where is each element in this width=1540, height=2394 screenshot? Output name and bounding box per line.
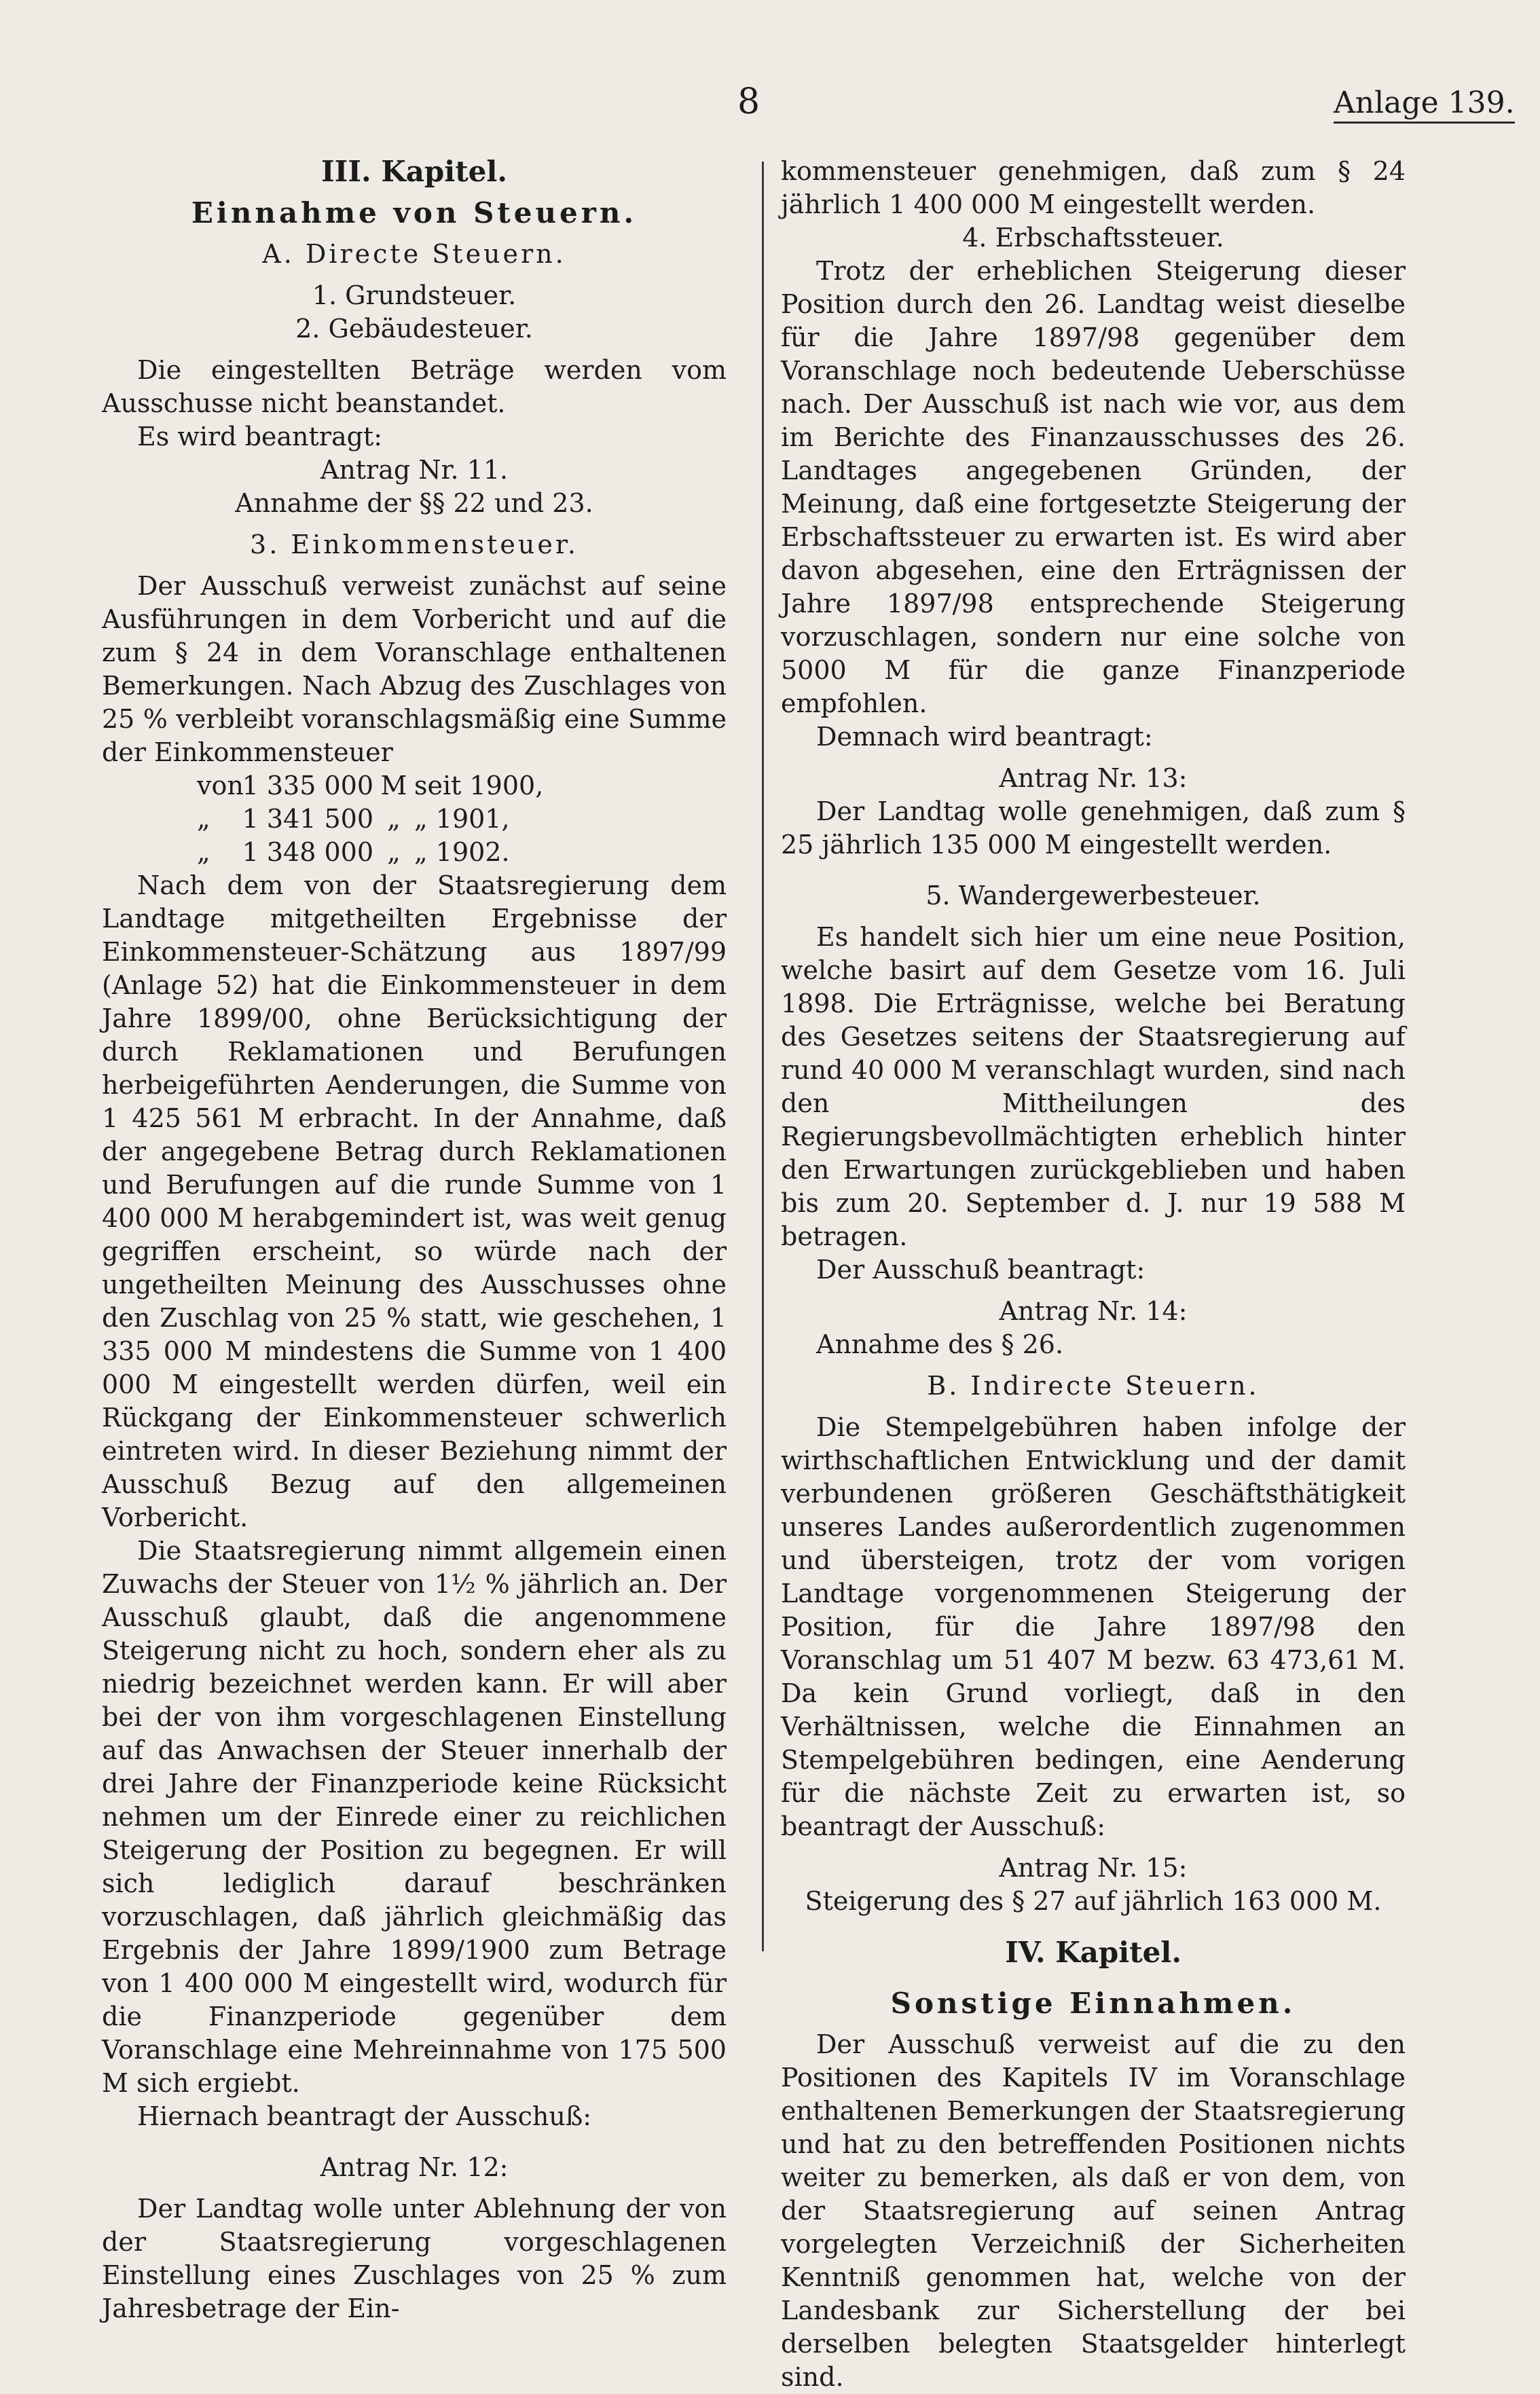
chapter-heading: IV. Kapitel. <box>1005 1936 1181 1969</box>
paragraph: Es handelt sich hier um eine neue Position, welche basirt auf dem Gesetze vom 16. Juli 1898. Die Erträgnisse, welche bei Beratung des Gesetzes seitens der Staatsregierung auf rund 40 000 M veranschlagt wurden, sind nach den Mittheilungen des Regierungsbevollmächtigten erheblich hinter den Erwartungen zurückgeblieben und haben bis zum 20. September d. J. nur 19 588 M betragen. <box>781 922 1406 1251</box>
paragraph: Annahme des § 26. <box>816 1329 1064 1359</box>
chapter-heading: III. Kapitel. <box>321 155 507 188</box>
paragraph: Hiernach beantragt der Ausschuß: <box>137 2101 592 2131</box>
amount-prefix: von <box>197 771 244 800</box>
amount-row <box>102 836 727 869</box>
subsection-heading-erbschaftssteuer: 4. Erbschaftssteuer. <box>962 223 1224 253</box>
motion-text-15: Steigerung des § 27 auf jährlich 163 000 M. <box>805 1886 1382 1916</box>
paragraph: Der Landtag wolle genehmigen, daß zum § 25 jährlich 135 000 M eingestellt werden. <box>781 796 1406 860</box>
annex-label: Anlage 139. <box>1334 86 1515 124</box>
left-column <box>102 155 727 2325</box>
page-number: 8 <box>737 81 760 122</box>
amount-value: 1 341 500 <box>242 804 373 834</box>
paragraph: Der Ausschuß verweist zunächst auf seine Ausführungen in dem Vorbericht und auf die zum § 24 in dem Voranschlage enthaltenen Bemerkungen. Nach Abzug des Zuschlages von 25 % verbleibt voranschlagsmäßig eine Summe der Einkommensteuer <box>102 571 727 767</box>
motion-number-11: Antrag Nr. 11. <box>320 455 509 485</box>
paragraph: Der Ausschuß beantragt: <box>816 1255 1145 1285</box>
paragraph: Nach dem von der Staatsregierung dem Landtage mitgetheilten Ergebnisse der Einkommensteuer-Schätzung aus 1897/99 (Anlage 52) hat die Einkommensteuer in dem Jahre 1899/00, ohne Berücksichtigung der durch Reklamationen und Berufungen herbeigeführten Aenderungen, die Summe von 1 425 561 M erbracht. In der Annahme, daß der angegebene Betrag durch Reklamationen und Berufungen auf die runde Summe von 1 400 000 M herabgemindert ist, was weit genug gegriffen erscheint, so würde nach der ungetheilten Meinung des Ausschusses ohne den Zuschlag von 25 % statt, wie geschehen, 1 335 000 M mindestens die Summe von 1 400 000 M eingestellt werden dürfen, weil ein Rückgang der Einkommensteuer schwerlich eintreten wird. In dieser Beziehung nimmt der Ausschuß Bezug auf den allgemeinen Vorbericht. <box>102 870 727 1532</box>
amount-period: „ 1902. <box>414 837 510 867</box>
paragraph: Demnach wird beantragt: <box>816 722 1153 752</box>
paragraph: Die Staatsregierung nimmt allgemein einen Zuwachs der Steuer von 1½ % jährlich an. Der Ausschuß glaubt, daß die angenommene Steigerung nicht zu hoch, sondern eher als zu niedrig bezeichnet werden kann. Er will aber bei der von ihm vorgeschlagenen Einstellung auf das Anwachsen der Steuer innerhalb der drei Jahre der Finanzperiode keine Rücksicht nehmen um der Einrede einer zu reichlichen Steigerung der Position zu begegnen. Er will sich lediglich darauf beschränken vorzuschlagen, daß jährlich gleichmäßig das Ergebnis der Jahre 1899/1900 zum Betrage von 1 400 000 M eingestellt wird, wodurch für die Finanzperiode gegenüber dem Voranschlage eine Mehreinnahme von 175 500 M sich ergiebt. <box>102 1536 727 2098</box>
amount-value: 1 348 000 <box>242 837 373 867</box>
column-divider <box>762 162 764 1951</box>
motion-text-11: Annahme der §§ 22 und 23. <box>235 488 593 518</box>
paragraph: Die Stempelgebühren haben infolge der wirthschaftlichen Entwicklung und der damit verbundenen größeren Geschäftsthätigkeit unseres Landes außerordentlich zugenommen und übersteigen, trotz der vom vorigen Landtage vorgenommenen Steigerung der Position, für die Jahre 1897/98 den Voranschlag um 51 407 M bezw. 63 473,61 M. Da kein Grund vorliegt, daß in den Verhältnissen, welche die Einnahmen an Stempelgebühren bedingen, eine Aenderung für die nächste Zeit zu erwarten ist, so beantragt der Ausschuß: <box>781 1412 1406 1841</box>
subsection-heading-gebaeudesteuer: 2. Gebäudesteuer. <box>295 314 533 344</box>
motion-number-13: Antrag Nr. 13: <box>999 763 1188 793</box>
subsection-heading-wandergewerbesteuer: 5. Wandergewerbesteuer. <box>925 881 1261 910</box>
section-heading-b: B. Indirecte Steuern. <box>927 1371 1260 1401</box>
amount-value: 1 335 000 <box>242 771 373 800</box>
amount-unit: M <box>380 771 407 800</box>
paragraph: Der Landtag wolle unter Ablehnung der von der Staatsregierung vorgeschlagenen Einstellung eines Zuschlages von 25 % zum Jahresbetrage der Ein- <box>102 2194 727 2323</box>
amount-row <box>102 769 727 803</box>
paragraph: kommensteuer genehmigen, daß zum § 24 jährlich 1 400 000 M eingestellt werden. <box>781 156 1406 219</box>
motion-number-12: Antrag Nr. 12: <box>320 2152 509 2182</box>
amount-prefix: „ <box>197 837 210 867</box>
chapter-subheading: Sonstige Einnahmen. <box>890 1987 1296 2020</box>
amount-period: seit 1900, <box>414 771 544 800</box>
motion-number-15: Antrag Nr. 15: <box>999 1853 1188 1883</box>
amount-unit: „ <box>387 804 401 834</box>
motion-number-14: Antrag Nr. 14: <box>999 1296 1188 1326</box>
amount-unit: „ <box>387 837 401 867</box>
paragraph: Der Ausschuß verweist auf die zu den Positionen des Kapitels IV im Voranschlage enthaltenen Bemerkungen der Staatsregierung und hat zu den betreffenden Positionen nichts weiter zu bemerken, als daß er von dem, von der Staatsregierung auf seinen Antrag vorgelegten Verzeichniß der Sicherheiten Kenntniß genommen hat, welche von der Landesbank zur Sicherstellung der bei derselben belegten Staatsgelder hinterlegt sind. <box>781 2029 1406 2392</box>
amount-period: „ 1901, <box>414 804 510 834</box>
subsection-heading-grundsteuer: 1. Grundsteuer. <box>312 280 517 310</box>
amount-row <box>102 803 727 836</box>
amount-prefix: „ <box>197 804 210 834</box>
section-heading-a: A. Directe Steuern. <box>262 239 566 269</box>
paragraph: Trotz der erheblichen Steigerung dieser Position durch den 26. Landtag weist dieselbe für die Jahre 1897/98 gegenüber dem Voranschlage noch bedeutende Ueberschüsse nach. Der Ausschuß ist nach wie vor, aus dem im Berichte des Finanzausschusses des 26. Landtages angegebenen Gründen, der Meinung, daß eine fortgesetzte Steigerung der Erbschaftssteuer zu erwarten ist. Es wird aber davon abgesehen, eine den Erträgnissen der Jahre 1897/98 entsprechende Steigerung vorzuschlagen, sondern nur eine solche von 5000 M für die ganze Finanzperiode empfohlen. <box>781 256 1406 718</box>
chapter-subheading: Einnahme von Steuern. <box>191 196 638 229</box>
subsection-heading-einkommensteuer: 3. Einkommensteuer. <box>250 530 579 559</box>
paragraph: Es wird beantragt: <box>137 422 382 452</box>
paragraph: Die eingestellten Beträge werden vom Ausschusse nicht beanstandet. <box>102 355 727 418</box>
right-column <box>781 155 1406 2394</box>
